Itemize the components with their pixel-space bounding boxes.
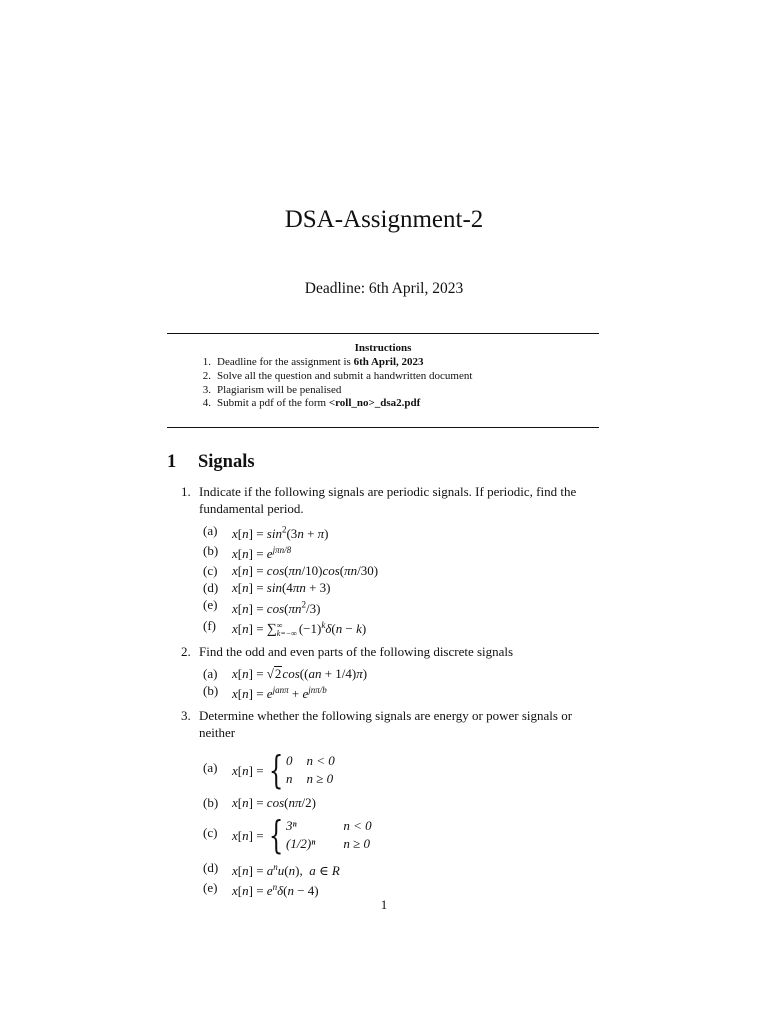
- question-part: [199, 617, 607, 638]
- piecewise-cases: 0 n < 0 n n ≥ 0: [285, 753, 335, 787]
- question-part: [199, 562, 607, 579]
- question-part: [199, 746, 607, 794]
- part-expression: x[n] = ∑ ∞ k=−∞ $(-1)^k\delta(n - k)$: [232, 619, 367, 638]
- question-part: [199, 579, 607, 596]
- instruction-text-plain: Submit a pdf of the form: [217, 397, 329, 410]
- part-expression: $x[n] = \sin^2(3n + \pi)$: [232, 525, 329, 542]
- instructions-heading: Instructions: [354, 342, 412, 354]
- instruction-number: 1.: [202, 356, 211, 368]
- part-label: (d): [203, 580, 219, 596]
- brace-icon: {: [268, 813, 284, 858]
- piecewise-cases: 3ⁿ n < 0 (1/2)ⁿ n ≥ 0: [285, 818, 372, 852]
- question-number: 2.: [181, 643, 191, 659]
- part-expression: x[n] = { 3ⁿ n < 0 (1/2)ⁿ n ≥ 0: [232, 813, 372, 858]
- part-label: (f): [203, 617, 216, 633]
- part-expression: x[n] = { 0 n < 0 n n ≥ 0: [232, 748, 335, 793]
- part-expression: x[n] = sin(4πn + 3): [232, 580, 331, 596]
- question-part: [199, 596, 607, 616]
- part-expression: $x[n] = e^{j\pi n/8}$: [232, 545, 292, 562]
- part-label: (c): [203, 563, 218, 579]
- instruction-number: 3.: [202, 383, 211, 396]
- instruction-item: [167, 370, 599, 384]
- instruction-item: [167, 356, 599, 370]
- part-expression: x[n] = √2cos((an + 1/4)π): [232, 666, 368, 682]
- instructions-box: [167, 341, 599, 411]
- question-part: [199, 665, 607, 682]
- instruction-text: [215, 397, 420, 409]
- instruction-number: 4.: [202, 397, 211, 410]
- instruction-item: [167, 397, 599, 411]
- instruction-text: Plagiarism will be penalised: [217, 383, 342, 396]
- part-label: (b): [203, 683, 219, 699]
- part-label: (d): [203, 860, 219, 876]
- instruction-text-bold: <roll_no>_dsa2.pdf: [328, 397, 421, 410]
- question-parts: [199, 522, 607, 638]
- question-3: [167, 708, 607, 899]
- part-expression: x[n] = cos(πn/10)cos(πn/30): [232, 563, 379, 579]
- question-parts: [199, 665, 607, 702]
- instruction-item: [167, 384, 599, 398]
- question-2: [167, 644, 607, 703]
- question-part: [199, 682, 607, 702]
- question-number: 3.: [181, 708, 191, 724]
- question-text: Find the odd and even parts of the following discrete signals: [199, 643, 514, 659]
- question-part: [199, 859, 607, 879]
- part-label: (b): [203, 543, 219, 559]
- part-label: (a): [203, 666, 218, 682]
- part-label: (e): [203, 597, 218, 613]
- page-number: 1: [380, 897, 388, 912]
- section-number: 1: [167, 452, 177, 472]
- part-expression: $x[n] = e^n\delta(n - 4)$: [232, 882, 319, 899]
- question-text: Indicate if the following signals are periodic signals. If periodic, find the fundamental period.: [199, 484, 577, 516]
- question-part: [199, 794, 607, 811]
- question-parts: [199, 746, 607, 899]
- part-expression: $x[n] = a^nu(n)$, a ∈ R: [232, 862, 340, 879]
- question-list: [167, 484, 607, 899]
- section-heading: [167, 452, 255, 473]
- part-label: (b): [203, 795, 219, 811]
- instruction-text-bold: 6th April, 2023: [353, 356, 424, 368]
- instruction-text: [215, 356, 424, 368]
- question-part: [199, 811, 607, 859]
- question-1: [167, 484, 607, 638]
- question-part: [199, 522, 607, 542]
- instructions-list: [167, 356, 599, 411]
- instructions-top-rule: [167, 333, 599, 334]
- part-expression: x[n] = cos(nπ/2): [232, 795, 316, 811]
- section-title: Signals: [198, 452, 255, 472]
- instructions-bottom-rule: [167, 427, 599, 428]
- part-expression: $x[n] = \cos(\pi n^2/3)$: [232, 599, 321, 616]
- instruction-text: Solve all the question and submit a handwritten document: [217, 369, 473, 382]
- question-number: 1.: [181, 484, 191, 499]
- question-text: Determine whether the following signals are energy or power signals or neither: [199, 708, 573, 740]
- document-title: DSA-Assignment-2: [284, 206, 484, 233]
- instruction-number: 2.: [202, 369, 211, 382]
- part-label: (c): [203, 825, 218, 841]
- part-label: (a): [203, 523, 218, 538]
- part-expression: $x[n] = e^{jan\pi} + e^{jn\pi/b}$: [232, 685, 327, 702]
- part-label: (e): [203, 880, 218, 896]
- instruction-text-plain: Deadline for the assignment is: [217, 356, 354, 368]
- brace-icon: {: [268, 748, 284, 793]
- question-part: [199, 542, 607, 562]
- part-label: (a): [203, 760, 218, 776]
- deadline-line: Deadline: 6th April, 2023: [304, 280, 464, 297]
